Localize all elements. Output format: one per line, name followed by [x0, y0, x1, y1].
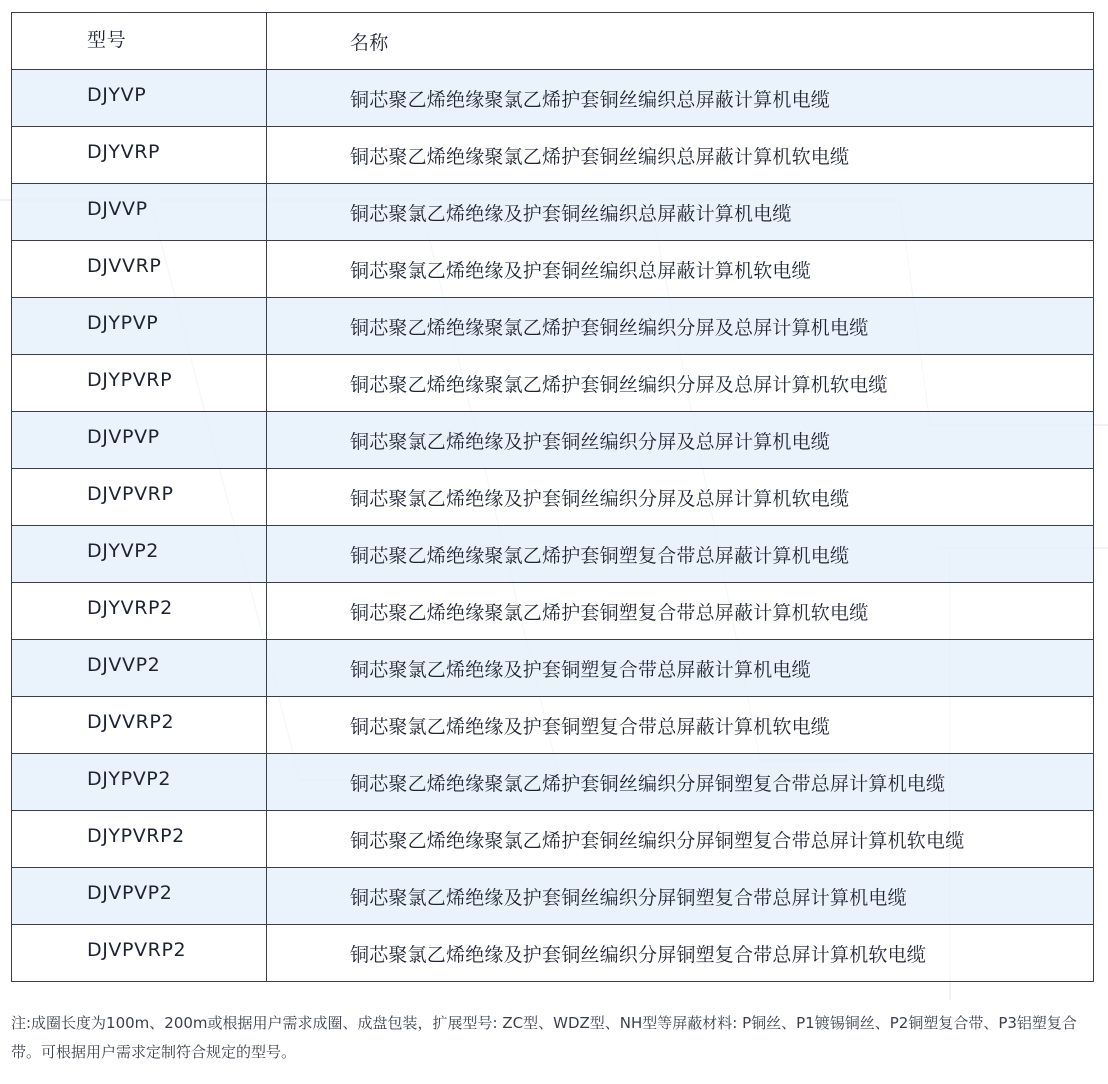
model-code: DJVPVP [87, 426, 160, 448]
table-row [12, 640, 1094, 697]
cable-name: 铜芯聚乙烯绝缘聚氯乙烯护套铜丝编织分屏铜塑复合带总屏计算机软电缆 [350, 829, 965, 852]
name-cell [267, 70, 1094, 127]
cable-name: 铜芯聚乙烯绝缘聚氯乙烯护套铜塑复合带总屏蔽计算机电缆 [350, 544, 850, 567]
cable-name: 铜芯聚氯乙烯绝缘及护套铜丝编织分屏铜塑复合带总屏计算机软电缆 [350, 943, 927, 966]
name-cell [267, 298, 1094, 355]
table-row [12, 184, 1094, 241]
header-name-label: 名称 [350, 31, 389, 54]
model-code: DJVVP2 [87, 654, 161, 676]
cable-name: 铜芯聚氯乙烯绝缘及护套铜丝编织分屏及总屏计算机软电缆 [350, 487, 850, 510]
cable-name: 铜芯聚乙烯绝缘聚氯乙烯护套铜丝编织总屏蔽计算机软电缆 [350, 145, 850, 168]
model-cell [12, 355, 267, 412]
table-row [12, 697, 1094, 754]
name-cell [267, 127, 1094, 184]
table-row [12, 127, 1094, 184]
table-row [12, 241, 1094, 298]
model-code: DJVPVP2 [87, 882, 173, 904]
cable-name: 铜芯聚氯乙烯绝缘及护套铜丝编织分屏及总屏计算机电缆 [350, 430, 831, 453]
table-row [12, 298, 1094, 355]
model-cell [12, 70, 267, 127]
name-cell [267, 868, 1094, 925]
model-cell [12, 697, 267, 754]
model-cell [12, 241, 267, 298]
table-row [12, 469, 1094, 526]
cable-name: 铜芯聚氯乙烯绝缘及护套铜丝编织总屏蔽计算机电缆 [350, 202, 792, 225]
footnote: 注:成圈长度为100m、200m或根据用户需求成圈、成盘包装，扩展型号: ZC型、WDZ型、NH型等屏蔽材料: P铜丝、P1镀锡铜丝、P2铜塑复合带、P3铝塑复合带。可根据用户需求定制符合规定的型号。 [11, 1014, 1077, 1061]
name-cell [267, 583, 1094, 640]
model-code: DJYPVP [87, 312, 159, 334]
model-code: DJYVRP2 [87, 597, 173, 619]
cable-name: 铜芯聚乙烯绝缘聚氯乙烯护套铜丝编织分屏及总屏计算机软电缆 [350, 373, 888, 396]
model-code: DJVPVRP2 [87, 939, 187, 961]
model-code: DJYVRP [87, 141, 161, 163]
model-cell [12, 583, 267, 640]
model-cell [12, 412, 267, 469]
model-code: DJYPVP2 [87, 768, 172, 790]
model-code: DJYVP [87, 84, 147, 106]
table-row [12, 526, 1094, 583]
table-row [12, 412, 1094, 469]
cable-name: 铜芯聚乙烯绝缘聚氯乙烯护套铜丝编织总屏蔽计算机电缆 [350, 88, 831, 111]
model-code: DJVPVRP [87, 483, 174, 505]
table-row [12, 811, 1094, 868]
model-code: DJVVP [87, 198, 148, 220]
table-row [12, 355, 1094, 412]
table-header-row [12, 13, 1094, 70]
name-cell [267, 925, 1094, 982]
name-cell [267, 241, 1094, 298]
cable-name: 铜芯聚乙烯绝缘聚氯乙烯护套铜塑复合带总屏蔽计算机软电缆 [350, 601, 869, 624]
table-row [12, 754, 1094, 811]
name-cell [267, 526, 1094, 583]
table-row [12, 70, 1094, 127]
name-cell [267, 184, 1094, 241]
cable-spec-table [11, 12, 1094, 982]
model-cell [12, 754, 267, 811]
model-code: DJVVRP2 [87, 711, 175, 733]
name-cell [267, 469, 1094, 526]
name-cell [267, 412, 1094, 469]
cable-name: 铜芯聚氯乙烯绝缘及护套铜塑复合带总屏蔽计算机电缆 [350, 658, 811, 681]
cable-name: 铜芯聚乙烯绝缘聚氯乙烯护套铜丝编织分屏铜塑复合带总屏计算机电缆 [350, 772, 946, 795]
model-cell [12, 526, 267, 583]
table-row [12, 925, 1094, 982]
name-cell [267, 811, 1094, 868]
model-cell [12, 640, 267, 697]
model-code: DJYPVRP2 [87, 825, 185, 847]
model-cell [12, 868, 267, 925]
model-cell [12, 469, 267, 526]
name-cell [267, 355, 1094, 412]
name-cell [267, 640, 1094, 697]
model-code: DJYVP2 [87, 540, 159, 562]
table-row [12, 583, 1094, 640]
header-model [12, 13, 267, 70]
name-cell [267, 754, 1094, 811]
cable-name: 铜芯聚氯乙烯绝缘及护套铜塑复合带总屏蔽计算机软电缆 [350, 715, 831, 738]
header-name [267, 13, 1094, 70]
table-row [12, 868, 1094, 925]
cable-name: 铜芯聚氯乙烯绝缘及护套铜丝编织总屏蔽计算机软电缆 [350, 259, 811, 282]
model-cell [12, 184, 267, 241]
header-model-label: 型号 [87, 28, 127, 51]
model-code: DJYPVRP [87, 369, 173, 391]
cable-name: 铜芯聚氯乙烯绝缘及护套铜丝编织分屏铜塑复合带总屏计算机电缆 [350, 886, 907, 909]
model-cell [12, 127, 267, 184]
model-code: DJVVRP [87, 255, 162, 277]
model-cell [12, 811, 267, 868]
model-cell [12, 925, 267, 982]
model-cell [12, 298, 267, 355]
name-cell [267, 697, 1094, 754]
cable-name: 铜芯聚乙烯绝缘聚氯乙烯护套铜丝编织分屏及总屏计算机电缆 [350, 316, 869, 339]
